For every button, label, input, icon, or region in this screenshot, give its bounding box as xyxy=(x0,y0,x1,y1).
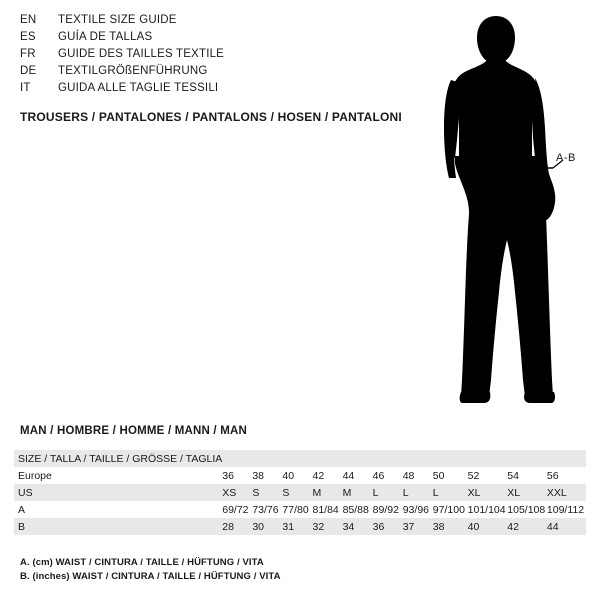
language-code: EN xyxy=(20,14,37,26)
row-label: A xyxy=(14,501,222,518)
measure-label-ab: A-B xyxy=(556,152,576,164)
cell: XL xyxy=(468,484,508,501)
cell: 28 xyxy=(222,518,252,535)
row-label: US xyxy=(14,484,222,501)
cell: 42 xyxy=(312,467,342,484)
footnotes xyxy=(20,556,281,583)
cell: 105/108 xyxy=(507,501,547,518)
cell xyxy=(282,450,312,467)
cell: 36 xyxy=(373,518,403,535)
cell: 48 xyxy=(403,467,433,484)
cell: 97/100 xyxy=(433,501,468,518)
cell: S xyxy=(252,484,282,501)
cell: XL xyxy=(507,484,547,501)
cell: 93/96 xyxy=(403,501,433,518)
language-row xyxy=(20,82,410,99)
cell xyxy=(403,450,433,467)
cell xyxy=(373,450,403,467)
row-label: Europe xyxy=(14,467,222,484)
table-row xyxy=(14,501,586,518)
cell: 69/72 xyxy=(222,501,252,518)
row-label: B xyxy=(14,518,222,535)
cell xyxy=(547,450,586,467)
cell: 81/84 xyxy=(312,501,342,518)
cell: XXL xyxy=(547,484,586,501)
cell xyxy=(468,450,508,467)
language-title: TEXTILGRÖßENFÜHRUNG xyxy=(58,65,208,77)
garment-type-title: TROUSERS / PANTALONES / PANTALONS / HOSEN / PANTALONI xyxy=(20,110,402,124)
cell: 32 xyxy=(312,518,342,535)
language-title: TEXTILE SIZE GUIDE xyxy=(58,14,177,26)
cell: 109/112 xyxy=(547,501,586,518)
cell xyxy=(312,450,342,467)
cell: 50 xyxy=(433,467,468,484)
footnote-a: A. (cm) WAIST / CINTURA / TAILLE / HÜFTUNG / VITA xyxy=(20,557,264,568)
cell: 37 xyxy=(403,518,433,535)
cell xyxy=(252,450,282,467)
table-row xyxy=(14,518,586,535)
language-title: GUIDE DES TAILLES TEXTILE xyxy=(58,48,225,60)
cell: XS xyxy=(222,484,252,501)
language-row xyxy=(20,31,410,48)
cell: 77/80 xyxy=(282,501,312,518)
table-row xyxy=(14,484,586,501)
cell: 38 xyxy=(252,467,282,484)
language-title: GUÍA DE TALLAS xyxy=(58,31,153,43)
language-code: FR xyxy=(20,48,36,60)
cell: 36 xyxy=(222,467,252,484)
cell: 54 xyxy=(507,467,547,484)
cell: 89/92 xyxy=(373,501,403,518)
language-row xyxy=(20,14,410,31)
language-row xyxy=(20,48,410,65)
cell: 38 xyxy=(433,518,468,535)
cell: L xyxy=(403,484,433,501)
language-row xyxy=(20,65,410,82)
size-table xyxy=(14,450,586,535)
language-code: DE xyxy=(20,65,37,77)
cell: 44 xyxy=(547,518,586,535)
row-label: SIZE / TALLA / TAILLE / GRÖSSE / TAGLIA xyxy=(14,450,222,467)
cell: S xyxy=(282,484,312,501)
cell: 40 xyxy=(282,467,312,484)
cell xyxy=(222,450,252,467)
cell: 31 xyxy=(282,518,312,535)
cell: 44 xyxy=(343,467,373,484)
cell: 85/88 xyxy=(343,501,373,518)
cell xyxy=(343,450,373,467)
cell: M xyxy=(312,484,342,501)
cell: 52 xyxy=(468,467,508,484)
cell: 46 xyxy=(373,467,403,484)
table-row xyxy=(14,467,586,484)
male-silhouette-figure xyxy=(415,8,595,408)
cell: M xyxy=(343,484,373,501)
footnote-b: B. (inches) WAIST / CINTURA / TAILLE / HÜFTUNG / VITA xyxy=(20,570,281,582)
language-title-block xyxy=(20,14,410,99)
cell: L xyxy=(373,484,403,501)
gender-section-title: MAN / HOMBRE / HOMME / MANN / MAN xyxy=(20,425,248,437)
cell: 40 xyxy=(468,518,508,535)
language-code: IT xyxy=(20,82,31,94)
language-title: GUIDA ALLE TAGLIE TESSILI xyxy=(58,82,219,94)
language-code: ES xyxy=(20,31,36,43)
cell xyxy=(507,450,547,467)
cell: 42 xyxy=(507,518,547,535)
table-row xyxy=(14,450,586,467)
cell xyxy=(433,450,468,467)
cell: 30 xyxy=(252,518,282,535)
cell: 101/104 xyxy=(468,501,508,518)
cell: 56 xyxy=(547,467,586,484)
cell: L xyxy=(433,484,468,501)
cell: 34 xyxy=(343,518,373,535)
silhouette-svg xyxy=(415,8,595,408)
cell: 73/76 xyxy=(252,501,282,518)
